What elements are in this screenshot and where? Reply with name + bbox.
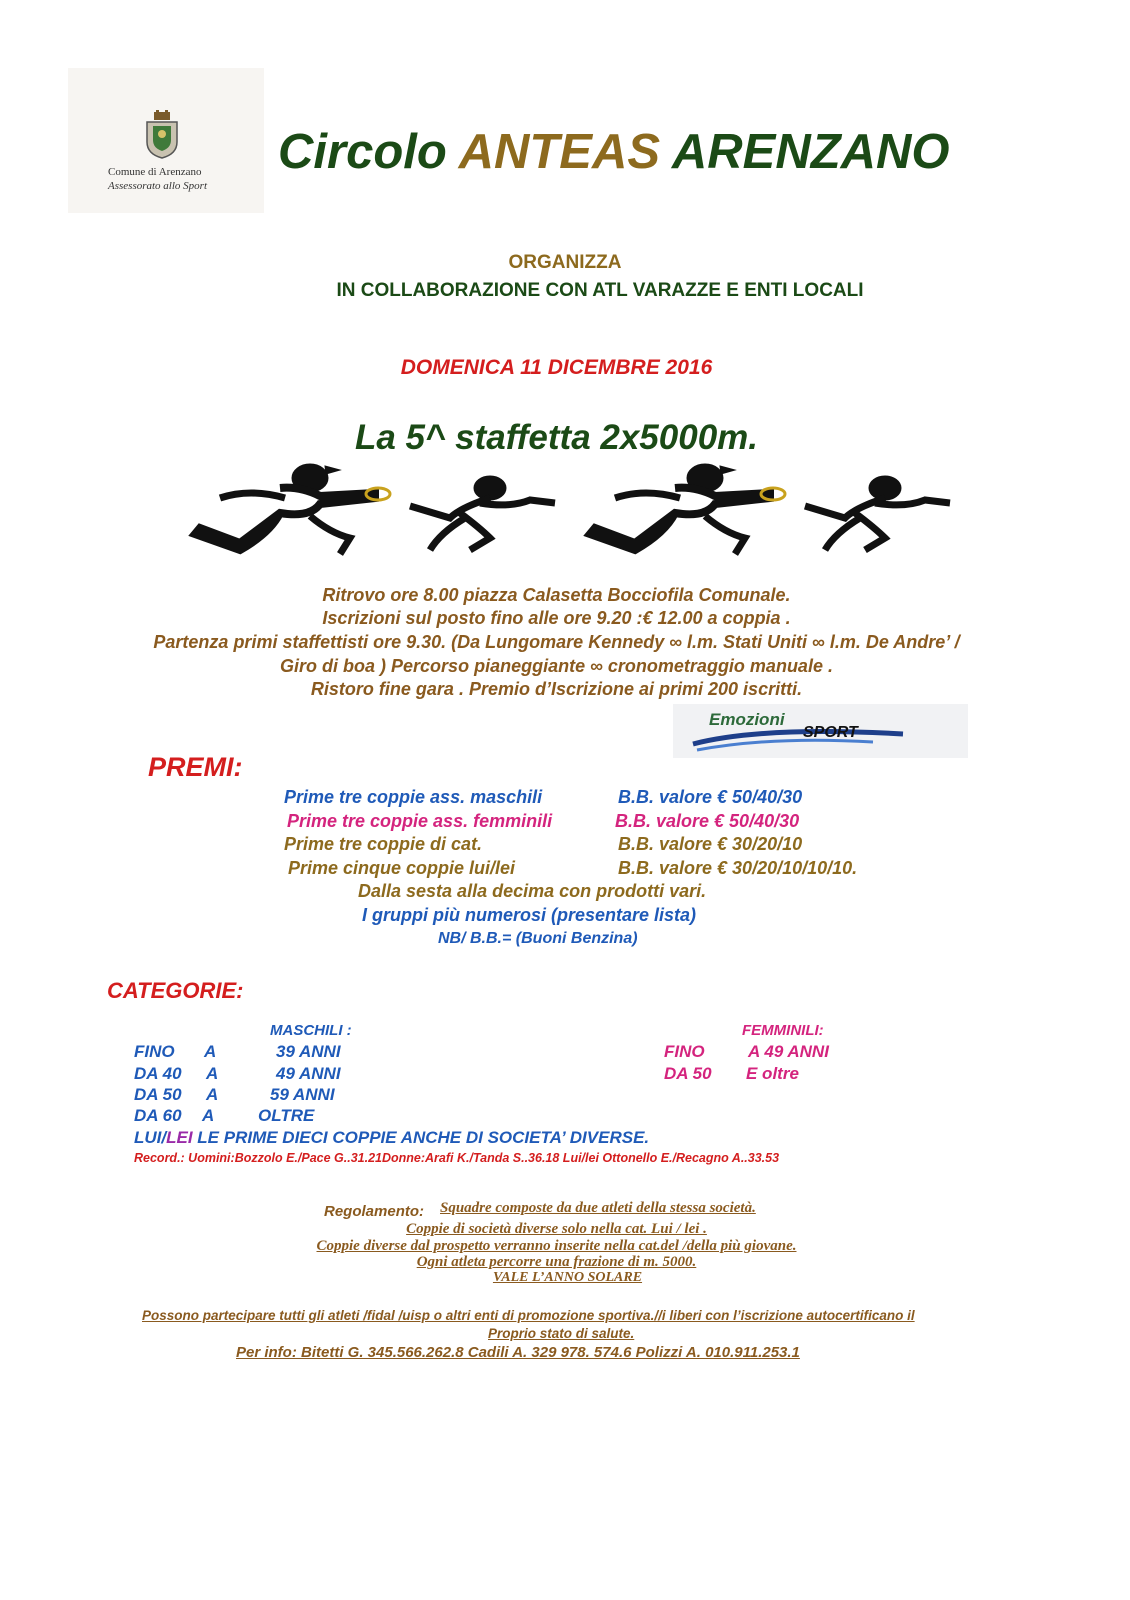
regolamento-line-1: Squadre composte da due atleti della stessa società. <box>440 1200 756 1216</box>
crest-icon <box>142 110 182 160</box>
regolamento-line-5: VALE L’ANNO SOLARE <box>492 1270 643 1285</box>
info-line-1: Ritrovo ore 8.00 piazza Calasetta Bocciofila Comunale. <box>322 585 791 605</box>
title-arenzano: ARENZANO <box>671 125 950 179</box>
sponsor-word-2: SPORT <box>803 724 858 741</box>
maschili-from: FINO <box>134 1042 175 1061</box>
premi-note-3: NB/ B.B.= (Buoni Benzina) <box>438 930 638 947</box>
premi-row-value: B.B. valore € 30/20/10 <box>618 834 803 854</box>
premi-note-1: Dalla sesta alla decima con prodotti vari. <box>358 881 707 901</box>
luilei-lei: LEI <box>166 1128 193 1147</box>
comune-logo <box>68 68 264 213</box>
regolamento-line-3: Coppie diverse dal prospetto verranno inserite nella cat.del /della più giovane. <box>316 1238 797 1254</box>
maschili-to: 59 ANNI <box>270 1085 335 1104</box>
collab-text: IN COLLABORAZIONE CON ATL VARAZZE E ENTI LOCALI <box>336 280 864 301</box>
relay-runners-illustration <box>160 458 960 558</box>
footer-info: Per info: Bitetti G. 345.566.262.8 Cadili A. 329 978. 574.6 Polizzi A. 010.911.253.1 <box>236 1344 800 1361</box>
maschili-a: A <box>202 1106 215 1125</box>
record-line: Record.: Uomini:Bozzolo E./Pace G..31.21Donne:Arafi K./Tanda S..36.18 Lui/lei Ottonello E./Recagno A..33.53 <box>134 1151 780 1165</box>
maschili-from: DA 40 <box>134 1064 182 1083</box>
title-circolo: Circolo <box>278 125 447 179</box>
luilei-line: LUI/LEI LE PRIME DIECI COPPIE ANCHE DI SOCIETA’ DIVERSE. <box>134 1128 650 1147</box>
premi-note-2: I gruppi più numerosi (presentare lista) <box>362 905 697 925</box>
footer-line-2: Proprio stato di salute. <box>488 1326 635 1341</box>
regolamento-line-2: Coppie di società diverse solo nella cat. Lui / lei . <box>406 1221 707 1237</box>
premi-row-label: Prime tre coppie ass. maschili <box>284 787 543 807</box>
title-anteas: ANTEAS <box>458 125 661 179</box>
event-date: DOMENICA 11 DICEMBRE 2016 <box>400 356 713 379</box>
maschili-to: OLTRE <box>258 1106 315 1125</box>
premi-row-label: Prime tre coppie ass. femminili <box>287 811 553 831</box>
info-line-3: Partenza primi staffettisti ore 9.30. (Da Lungomare Kennedy ∞ l.m. Stati Uniti ∞ l.m. De Andre’ / <box>153 632 960 652</box>
femminili-from: FINO <box>664 1042 705 1061</box>
maschili-a: A <box>206 1064 219 1083</box>
luilei-rest: LE PRIME DIECI COPPIE ANCHE DI SOCIETA’ DIVERSE. <box>192 1128 650 1147</box>
premi-row-value: B.B. valore € 50/40/30 <box>615 811 800 831</box>
logo-line2: Assessorato allo Sport <box>108 180 208 192</box>
sponsor-logo <box>673 704 968 758</box>
info-line-2: Iscrizioni sul posto fino alle ore 9.20 :€ 12.00 a coppia . <box>322 608 791 628</box>
footer-line-1: Possono partecipare tutti gli atleti /fidal /uisp o altri enti di promozione sportiva.//i liberi con l’iscrizione autocertificano il <box>142 1308 915 1323</box>
categorie-heading: CATEGORIE: <box>107 978 244 1003</box>
premi-heading: PREMI: <box>148 752 243 782</box>
runner-pair-icon <box>195 464 555 554</box>
maschili-from: DA 50 <box>134 1085 182 1104</box>
femminili-label: FEMMINILI: <box>742 1022 824 1039</box>
femminili-to: E oltre <box>746 1064 799 1083</box>
page-title <box>278 124 950 180</box>
event-title: La 5^ staffetta 2x5000m. <box>354 418 759 457</box>
sponsor-word-1: Emozioni <box>709 710 785 729</box>
premi-row-value: B.B. valore € 50/40/30 <box>618 787 803 807</box>
regolamento-line-4: Ogni atleta percorre una frazione di m. 5000. <box>416 1254 697 1270</box>
maschili-to: 49 ANNI <box>276 1064 341 1083</box>
info-line-4: Giro di boa ) Percorso pianeggiante ∞ cronometraggio manuale . <box>280 656 833 676</box>
maschili-label: MASCHILI : <box>270 1022 352 1039</box>
logo-line1: Comune di Arenzano <box>108 166 202 178</box>
maschili-a: A <box>204 1042 217 1061</box>
regolamento-label: Regolamento: <box>324 1203 425 1220</box>
maschili-to: 39 ANNI <box>276 1042 341 1061</box>
maschili-from: DA 60 <box>134 1106 182 1125</box>
premi-row-value: B.B. valore € 30/20/10/10/10. <box>618 858 858 878</box>
info-line-5: Ristoro fine gara . Premio d’Iscrizione ai primi 200 iscritti. <box>310 679 803 699</box>
premi-row-label: Prime tre coppie di cat. <box>284 834 483 854</box>
femminili-from: DA 50 <box>664 1064 712 1083</box>
premi-row-label: Prime cinque coppie lui/lei <box>288 858 516 878</box>
organizza-text: ORGANIZZA <box>508 252 622 273</box>
femminili-to: A 49 ANNI <box>748 1042 829 1061</box>
maschili-a: A <box>206 1085 219 1104</box>
luilei-lui: LUI <box>134 1128 162 1147</box>
